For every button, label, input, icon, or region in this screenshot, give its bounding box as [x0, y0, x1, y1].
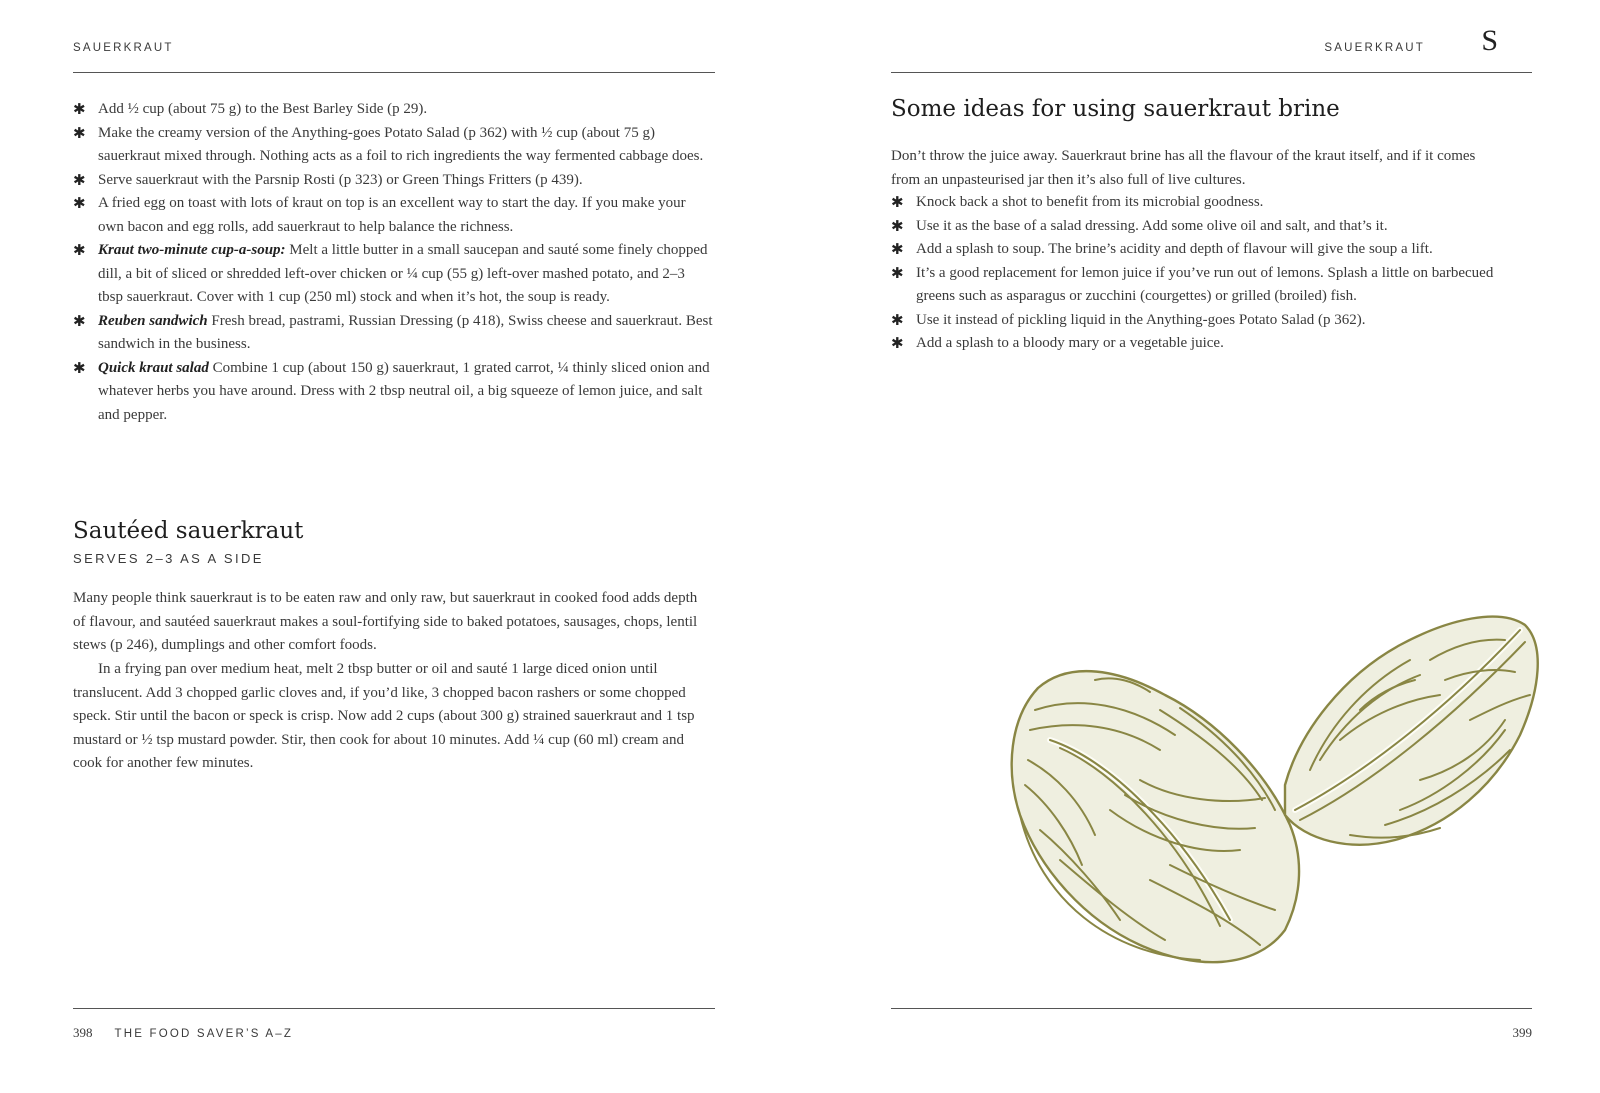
list-item: ✱ Make the creamy version of the Anything-goes Potato Salad (p 362) with ½ cup (about 75 g) sauerkraut mixed through. Nothing acts as a foil to rich ingredients the way fermented cabbage does. [73, 123, 704, 164]
page-footer [1513, 1025, 1533, 1041]
asterisk-bullet-icon: ✱ [891, 263, 904, 282]
recipe-method-paragraph: In a frying pan over medium heat, melt 2 tbsp butter or oil and sauté 1 large diced onion until translucent. Add 3 chopped garlic cloves and, if you’d like, 3 chopped bacon rashers or some chopped speck. Stir until the bacon or speck is crisp. Now add 2 cups (about 300 g) strained sauerkraut and 1 tsp mustard or ½ tsp mustard powder. Stir, then cook for about 10 minutes. Add ¼ cup (60 ml) cream and cook for another few minutes. [73, 661, 695, 771]
asterisk-bullet-icon: ✱ [891, 310, 904, 329]
asterisk-bullet-icon: ✱ [891, 334, 904, 352]
list-item: ✱ A fried egg on toast with lots of kraut on top is an excellent way to start the day. If you make your own bacon and egg rolls, add sauerkraut to help balance the richness. [73, 194, 686, 235]
list-item: ✱ Kraut two-minute cup-a-soup: Melt a little butter in a small saucepan and sauté some finely chopped dill, a bit of sliced or shredded left-over chicken or ¼ cup (55 g) left-over mashed potato, and 2–3 tbsp sauerkraut. Cover with 1 cup (250 ml) stock and when it’s hot, the soup is ready. [73, 241, 708, 305]
asterisk-bullet-icon: ✱ [73, 241, 86, 259]
list-item: ✱ Use it instead of pickling liquid in the Anything-goes Potato Salad (p 362). [891, 309, 1531, 333]
asterisk-bullet-icon: ✱ [73, 100, 86, 118]
asterisk-bullet-icon: ✱ [73, 194, 86, 212]
recipe-intro-paragraph: Many people think sauerkraut is to be eaten raw and only raw, but sauerkraut in cooked food adds depth of flavour, and sautéed sauerkraut makes a soul-fortifying side to baked potatoes, sausages, chops, lentil stews (p 246), dumplings and other comfort foods. [73, 590, 698, 653]
brine-bullet-list [891, 191, 1531, 356]
page-footer [73, 1025, 293, 1041]
asterisk-bullet-icon: ✱ [73, 358, 86, 377]
list-item: ✱ Quick kraut salad Combine 1 cup (about 150 g) sauerkraut, 1 grated carrot, ¼ thinly sliced onion and whatever herbs you have around. Dress with 2 tbsp neutral oil, a big squeeze of lemon juice, and salt and pepper. [73, 358, 710, 423]
uses-bullet-list [73, 98, 713, 427]
asterisk-bullet-icon: ✱ [73, 170, 86, 189]
footer-rule [73, 1008, 715, 1009]
running-head: SAUERKRAUT [73, 42, 174, 54]
asterisk-bullet-icon: ✱ [891, 193, 904, 211]
list-item: ✱ Serve sauerkraut with the Parsnip Rosti (p 323) or Green Things Fritters (p 439). [73, 169, 713, 193]
asterisk-bullet-icon: ✱ [891, 216, 904, 235]
list-item: ✱ Add a splash to soup. The brine’s acidity and depth of flavour will give the soup a lift. [891, 238, 1531, 262]
list-item: ✱ It’s a good replacement for lemon juice if you’ve run out of lemons. Splash a little on barbecued greens such as asparagus or zucchini (courgettes) or grilled (broiled) fish. [891, 263, 1494, 304]
running-head: SAUERKRAUT [1324, 42, 1425, 54]
footer-rule [891, 1008, 1532, 1009]
list-item: ✱ Add a splash to a bloody mary or a vegetable juice. [891, 332, 1531, 356]
brine-intro: Don’t throw the juice away. Sauerkraut brine has all the flavour of the kraut itself, and if it comes from an unpasteurised jar then it’s also full of live cultures. [891, 148, 1476, 188]
section-letter: S [1481, 24, 1498, 57]
asterisk-bullet-icon: ✱ [73, 311, 86, 330]
page-number: 398 [73, 1025, 93, 1040]
asterisk-bullet-icon: ✱ [73, 123, 86, 142]
recipe-title: Sautéed sauerkraut [73, 518, 304, 544]
book-title: THE FOOD SAVER’S A–Z [114, 1028, 294, 1040]
list-item: ✱ Add ½ cup (about 75 g) to the Best Barley Side (p 29). [73, 98, 713, 122]
list-item: ✱ Knock back a shot to benefit from its microbial goodness. [891, 191, 1531, 215]
page-number: 399 [1512, 1025, 1532, 1040]
list-item: ✱ Use it as the base of a salad dressing. Add some olive oil and salt, and that’s it. [891, 215, 1531, 239]
list-item: ✱ Reuben sandwich Fresh bread, pastrami, Russian Dressing (p 418), Swiss cheese and sauerkraut. Best sandwich in the business. [73, 311, 713, 352]
brine-heading: Some ideas for using sauerkraut brine [891, 96, 1340, 122]
recipe-serves: SERVES 2–3 AS A SIDE [73, 551, 264, 566]
asterisk-bullet-icon: ✱ [891, 240, 904, 258]
cabbage-half-right [1285, 617, 1538, 845]
cabbage-half-left [1012, 671, 1299, 962]
halved-cabbage-illustration [1000, 600, 1560, 980]
header-rule [73, 72, 715, 73]
header-rule [891, 72, 1532, 73]
